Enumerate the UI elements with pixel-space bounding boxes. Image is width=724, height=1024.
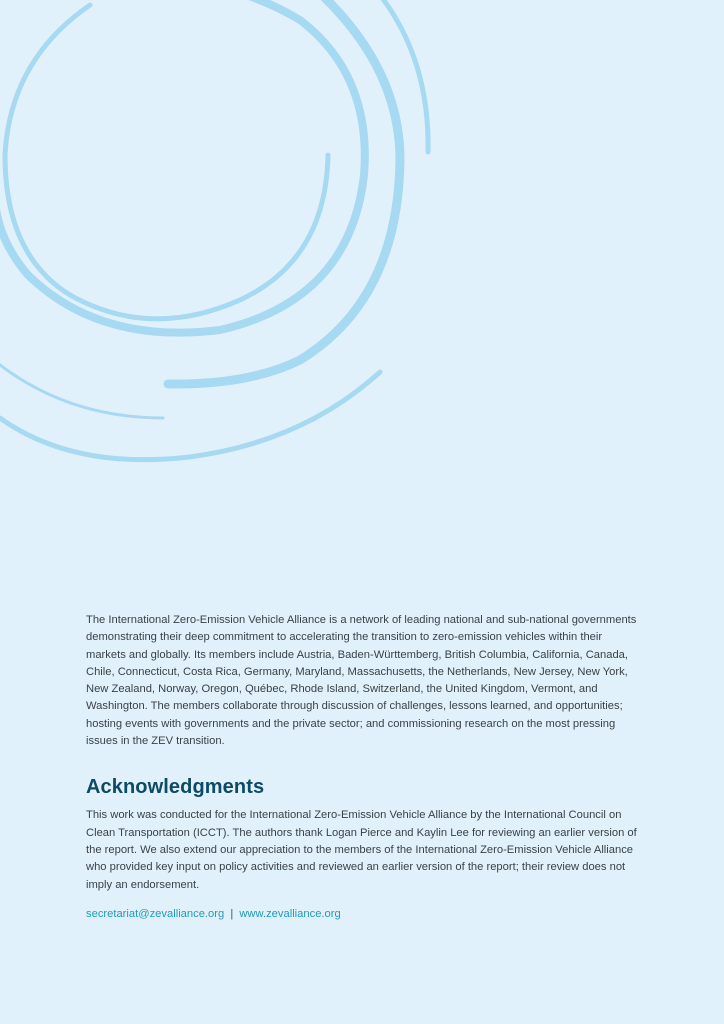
swirl-arc-tail	[0, 365, 163, 418]
contact-separator: |	[230, 907, 234, 920]
acknowledgments-text: This work was conducted for the International Zero-Emission Vehicle Alliance by the International Council on Clean Transportation (ICCT). The authors thank Logan Pierce and Kaylin Lee for reviewing an earlier version of the report. We also extend our appreciation to the members of the International Zero-Emission Vehicle Alliance who provided key input on policy activities and reviewed an earlier version of the report; their review does not imply an endorsement.	[86, 809, 637, 891]
swirl-arc-inner	[5, 5, 328, 319]
swirl-arc-outer-right	[380, 0, 428, 152]
website-link[interactable]: www.zevalliance.org	[239, 907, 341, 920]
email-link[interactable]: secretariat@zevalliance.org	[86, 907, 225, 920]
acknowledgments-heading: Acknowledgments	[86, 776, 265, 799]
contact-line	[86, 908, 638, 920]
swirl-arcs	[0, 0, 428, 460]
alliance-description: The International Zero-Emission Vehicle Alliance is a network of leading national and sub-national governments demonstrating their deep commitment to accelerating the transition to zero-emission vehicles within their markets and globally. Its members include Austria, Baden-Württemberg, British Columbia, California, Canada, Chile, Connecticut, Costa Rica, Germany, Maryland, Massachusetts, the Netherlands, New Jersey, New York, New Zealand, Norway, Oregon, Québec, Rhode Island, Switzerland, the United Kingdom, Vermont, and Washington. The members collaborate through discussion of challenges, lessons learned, and opportunities; hosting events with governments and the private sector; and commissioning research on the most pressing issues in the ZEV transition.	[86, 614, 637, 748]
text-block	[86, 612, 638, 920]
swirl-graphic	[0, 0, 724, 480]
